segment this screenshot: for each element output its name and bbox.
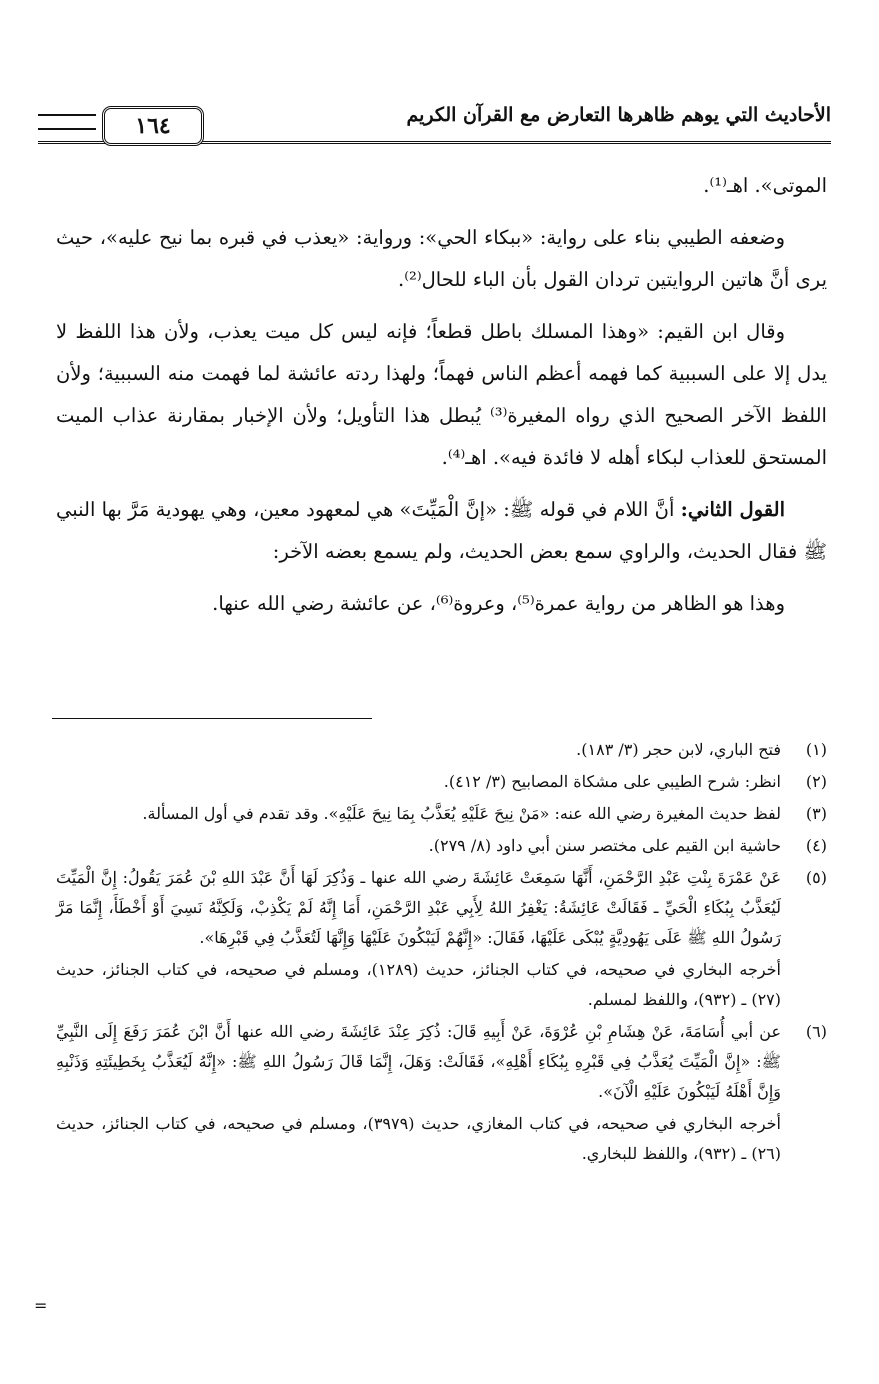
footnote-2 xyxy=(56,767,827,797)
second-opinion-label: القول الثاني: xyxy=(680,498,785,521)
header-title: الأحاديث التي يوهم ظاهرها التعارض مع القرآن الكريم xyxy=(406,104,831,126)
footnote-text: انظر: شرح الطيبي على مشكاة المصابيح (٣/ ٤١٢). xyxy=(443,772,781,791)
page-number: ١٦٤ xyxy=(102,106,204,146)
paragraph-3: وقال ابن القيم: «وهذا المسلك باطل قطعاً؛ فإنه ليس كل ميت يعذب، ولأن هذا اللفظ لا يدل إلا على السببية كما فهمه أعظم الناس فهماً؛ ولهذا ردته عائشة لما فهمت منه السببية؛ ولأن اللفظ الآخر الصحيح الذي رواه المغيرة⁽³⁾ يُبطل هذا التأويل؛ ولأن الإخبار بمقارنة عذاب الميت المستحق للعذاب لبكاء أهله لا فائدة فيه». اهـ⁽⁴⁾. xyxy=(56,320,827,469)
running-header xyxy=(38,104,831,144)
paragraph-5: وهذا هو الظاهر من رواية عمرة⁽⁵⁾، وعروة⁽⁶⁾، عن عائشة رضي الله عنها. xyxy=(212,592,785,615)
footnote-number: (١) xyxy=(805,740,827,759)
footnote-number: (٤) xyxy=(805,836,827,855)
footnote-4 xyxy=(56,831,827,861)
footnote-text: حاشية ابن القيم على مختصر سنن أبي داود (٨/ ٢٧٩). xyxy=(428,836,781,855)
footnote-number: (٣) xyxy=(805,804,827,823)
footnote-5 xyxy=(56,863,827,953)
paragraph-4 xyxy=(56,489,827,573)
footnote-5-source: أخرجه البخاري في صحيحه، في كتاب الجنائز، حديث (١٢٨٩)، ومسلم في صحيحه، في كتاب الجنائز، حديث (٢٧) ـ (٩٣٢)، واللفظ لمسلم. xyxy=(56,960,781,1009)
footnote-text: فتح الباري، لابن حجر (٣/ ١٨٣). xyxy=(576,740,781,759)
footnote-1 xyxy=(56,735,827,765)
footnote-6-source: أخرجه البخاري في صحيحه، في كتاب المغازي، حديث (٣٩٧٩)، ومسلم في صحيحه، في كتاب الجنائز، حديث (٢٦) ـ (٩٣٢)، واللفظ للبخاري. xyxy=(56,1114,782,1163)
second-opinion-text: أنَّ اللام في قوله ﷺ: «إنَّ الْمَيِّتَ» هي لمعهود معين، وهي يهودية مَرَّ بها النبي ﷺ فقال الحديث، والراوي سمع بعض الحديث، ولم يسمع بعضه الآخر: xyxy=(56,498,827,563)
paragraph-2: وضعفه الطيبي بناء على رواية: «ببكاء الحي»: ورواية: «يعذب في قبره بما نيح عليه»، حيث يرى أنَّ هاتين الروايتين تردان القول بأن الباء للحال⁽²⁾. xyxy=(56,226,827,291)
footnote-text: عن أبي أُسَامَةَ، عَنْ هِشَامِ بْنِ عُرْوَةَ، عَنْ أَبِيهِ قَالَ: ذُكِرَ عِنْدَ عَائِشَةَ رضي الله عنها أَنَّ ابْنَ عُمَرَ رَفَعَ إِلَى النَّبِيِّ ﷺ: «إِنَّ الْمَيِّتَ يُعَذَّبُ فِي قَبْرِهِ بِبُكَاءِ أَهْلِهِ»، فَقَالَتْ: وَهَلَ، إِنَّمَا قَالَ رَسُولُ اللهِ ﷺ: «إِنَّهُ لَيُعَذَّبُ بِخَطِيئَتِهِ وَذَنْبِهِ وَإِنَّ أَهْلَهُ لَيَبْكُونَ عَلَيْهِ الْآنَ». xyxy=(56,1022,781,1101)
paragraph-1: الموتى». اهـ⁽¹⁾. xyxy=(703,174,827,197)
footnote-number: (٥) xyxy=(805,868,827,887)
footnote-3 xyxy=(56,799,827,829)
footnote-text: لفظ حديث المغيرة رضي الله عنه: «مَنْ نِيحَ عَلَيْهِ يُعَذَّبُ بِمَا نِيحَ عَلَيْهِ». وقد تقدم في أول المسألة. xyxy=(142,804,781,823)
footnote-number: (٢) xyxy=(805,772,827,791)
margin-mark: = xyxy=(34,1296,48,1315)
header-ornament xyxy=(38,114,96,130)
footnotes xyxy=(56,735,827,1171)
main-text xyxy=(56,165,827,635)
footnote-number: (٦) xyxy=(805,1022,827,1041)
footnote-text: عَنْ عَمْرَةَ بِنْتِ عَبْدِ الرَّحْمَنِ، أَنَّهَا سَمِعَتْ عَائِشَةَ رضي الله عنها ـ وَذُكِرَ لَهَا أَنَّ عَبْدَ اللهِ بْنَ عُمَرَ يَقُولُ: إِنَّ الْمَيِّتَ لَيُعَذَّبُ بِبُكَاءِ الْحَيِّ ـ فَقَالَتْ عَائِشَةُ: يَغْفِرُ اللهُ لِأَبِي عَبْدِ الرَّحْمَنِ، أَمَا إِنَّهُ لَمْ يَكْذِبْ، وَلَكِنَّهُ نَسِيَ أَوْ أَخْطَأَ، إِنَّمَا مَرَّ رَسُولُ اللهِ ﷺ عَلَى يَهُودِيَّةٍ يُبْكَى عَلَيْهَا، فَقَالَ: «إِنَّهُمْ لَيَبْكُونَ عَلَيْهَا وَإِنَّهَا لَتُعَذَّبُ فِي قَبْرِهَا». xyxy=(56,868,782,947)
footnote-separator xyxy=(52,718,372,719)
footnote-6 xyxy=(56,1017,827,1107)
